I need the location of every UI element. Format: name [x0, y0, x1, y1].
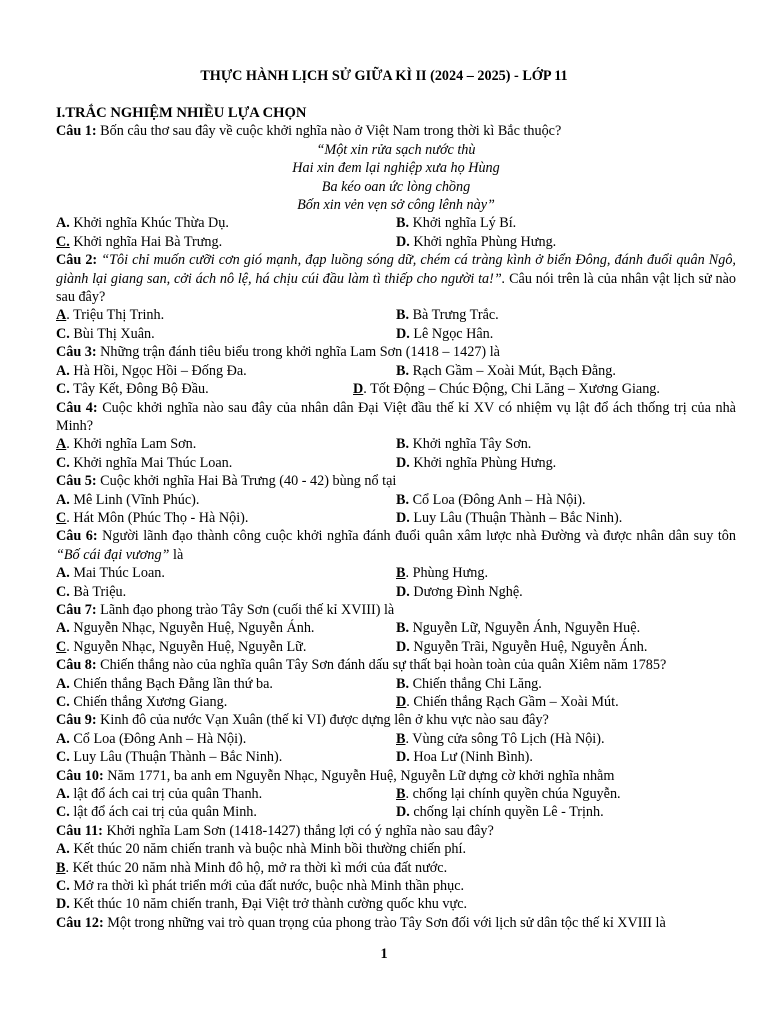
option-letter: D.	[396, 509, 410, 526]
option-d	[396, 803, 736, 821]
option-d	[396, 325, 736, 343]
option-letter: D.	[396, 804, 410, 821]
question-label: Câu 9:	[56, 712, 97, 729]
option-letter: A.	[56, 215, 70, 232]
option-letter: A.	[56, 620, 70, 637]
poem-line: Ba kéo oan ức lòng chồng	[321, 178, 471, 195]
option-b	[56, 859, 736, 877]
question-text: Người lãnh đạo thành công cuộc khởi nghĩa đánh đuổi quân xâm lược nhà Đường và được nhân dân suy tôn	[97, 528, 736, 545]
option-b	[396, 306, 736, 324]
question-6	[56, 527, 736, 564]
option-letter: A.	[56, 730, 70, 747]
option-letter: A	[56, 307, 67, 324]
option-d	[396, 693, 736, 711]
option-c	[56, 877, 736, 895]
option-b	[396, 785, 736, 803]
option-b	[396, 491, 736, 509]
option-letter: B.	[396, 675, 410, 692]
option-text: Chiến thắng Bạch Đằng lần thứ ba.	[69, 675, 273, 692]
question-text: Bốn câu thơ sau đây về cuộc khởi nghĩa nào ở Việt Nam trong thời kì Bắc thuộc?	[96, 123, 562, 140]
question-4	[56, 399, 736, 436]
document-title: THỰC HÀNH LỊCH SỬ GIỮA KÌ II (2024 – 2025) - LỚP 11	[200, 68, 568, 84]
option-text: Hoa Lư (Ninh Bình).	[409, 749, 533, 766]
option-text: Nguyễn Trãi, Nguyễn Huệ, Nguyễn Ánh.	[409, 638, 648, 655]
question-10	[56, 767, 736, 785]
option-a	[56, 564, 396, 582]
option-d	[396, 748, 736, 766]
option-c	[56, 509, 396, 527]
option-letter: C.	[56, 694, 70, 710]
option-text: Khởi nghĩa Phùng Hưng.	[409, 233, 557, 250]
option-text: Mở ra thời kì phát triển mới của đất nước, buộc nhà Minh thần phục.	[69, 878, 465, 895]
option-letter: B.	[396, 491, 410, 508]
options-row	[56, 785, 736, 803]
option-text: . Phùng Hưng.	[405, 565, 489, 582]
option-a	[56, 730, 396, 748]
option-letter: D.	[56, 896, 70, 913]
question-9	[56, 711, 736, 729]
option-d	[353, 380, 660, 398]
option-b	[396, 675, 736, 693]
option-letter: D.	[396, 454, 410, 471]
options-row	[56, 454, 736, 472]
option-text: Khởi nghĩa Khúc Thừa Dụ.	[69, 215, 229, 232]
option-text: Cổ Loa (Đông Anh – Hà Nội).	[69, 730, 247, 747]
option-letter: B	[56, 859, 66, 876]
question-12	[56, 914, 736, 932]
option-text: Bà Trưng Trắc.	[409, 307, 499, 324]
option-b	[396, 564, 736, 582]
question-quote: “Bố cái đại vương”	[56, 546, 170, 563]
option-letter: D.	[396, 638, 410, 655]
options-row	[56, 803, 736, 821]
options-row	[56, 730, 736, 748]
option-letter: A.	[56, 675, 70, 692]
poem-line: Hai xin đem lại nghiệp xưa họ Hùng	[292, 160, 500, 177]
question-label: Câu 1:	[56, 123, 97, 140]
option-text: . Hát Môn (Phúc Thọ - Hà Nội).	[66, 509, 249, 526]
option-letter: D	[396, 694, 407, 710]
options-row	[56, 435, 736, 453]
question-label: Câu 10:	[56, 767, 104, 784]
option-a	[56, 362, 396, 380]
option-b	[396, 214, 736, 232]
option-letter: C.	[56, 583, 70, 600]
option-text: Nguyễn Nhạc, Nguyễn Huệ, Nguyễn Ánh.	[69, 620, 315, 637]
option-d	[396, 454, 736, 472]
question-3	[56, 343, 736, 361]
option-letter: A.	[56, 841, 70, 858]
option-text: Kết thúc 20 năm chiến tranh và buộc nhà Minh bồi thường chiến phí.	[69, 841, 466, 858]
question-text: Câu nói trên là của nhân vật lịch sử nào sau đây?	[56, 270, 736, 306]
option-text: Khởi nghĩa Phùng Hưng.	[409, 454, 557, 471]
option-text: lật đổ ách cai trị của quân Thanh.	[69, 786, 263, 803]
option-a	[56, 619, 396, 637]
option-letter: A.	[56, 362, 70, 379]
option-letter: C.	[56, 878, 70, 895]
document-content	[56, 104, 736, 932]
question-label: Câu 7:	[56, 601, 97, 618]
options-row	[56, 380, 736, 398]
option-letter: B.	[396, 307, 410, 324]
option-b	[396, 730, 736, 748]
option-c	[56, 748, 396, 766]
option-c	[56, 803, 396, 821]
option-text: Lê Ngọc Hân.	[409, 325, 494, 342]
question-label: Câu 11:	[56, 822, 103, 839]
option-a	[56, 491, 396, 509]
option-text: Bùi Thị Xuân.	[69, 325, 155, 342]
option-c	[56, 233, 396, 251]
question-8	[56, 656, 736, 674]
option-letter: B.	[396, 362, 410, 379]
option-letter: D.	[396, 749, 410, 766]
options-row	[56, 619, 736, 637]
question-text: Kinh đô của nước Vạn Xuân (thế kỉ VI) được dựng lên ở khu vực nào sau đây?	[96, 712, 549, 729]
options-row	[56, 675, 736, 693]
option-text: Bà Triệu.	[69, 583, 127, 600]
options-row	[56, 564, 736, 582]
options-row	[56, 638, 736, 656]
question-text: Một trong những vai trò quan trọng của phong trào Tây Sơn đối với lịch sử dân tộc thế kỉ XVIII là	[103, 914, 666, 931]
option-letter: C.	[56, 804, 70, 821]
option-letter: B.	[396, 215, 410, 232]
question-text: Khởi nghĩa Lam Sơn (1418-1427) thắng lợi có ý nghĩa nào sau đây?	[102, 822, 494, 839]
option-text: Mai Thúc Loan.	[69, 565, 165, 582]
option-a	[56, 214, 396, 232]
options-row	[56, 748, 736, 766]
option-letter: A.	[56, 491, 70, 508]
option-text: Tây Kết, Đông Bộ Đầu.	[69, 381, 209, 398]
option-letter: D.	[396, 583, 410, 600]
question-label: Câu 5:	[56, 473, 97, 490]
option-letter: C	[56, 638, 67, 655]
option-d	[56, 895, 736, 913]
option-d	[396, 233, 736, 251]
question-1	[56, 122, 736, 140]
option-text: Mê Linh (Vĩnh Phúc).	[69, 491, 200, 508]
option-text: chống lại chính quyền Lê - Trịnh.	[409, 804, 604, 821]
option-c	[56, 325, 396, 343]
question-11	[56, 822, 736, 840]
question-label: Câu 6:	[56, 528, 98, 545]
options-row	[56, 583, 736, 601]
option-text: Nguyễn Lữ, Nguyễn Ánh, Nguyễn Huệ.	[409, 620, 641, 637]
option-text: Chiến thắng Chi Lăng.	[409, 675, 542, 692]
option-text: . Kết thúc 20 năm nhà Minh đô hộ, mở ra thời kì mới của đất nước.	[65, 859, 448, 876]
option-text: Chiến thắng Xương Giang.	[69, 694, 228, 710]
option-text: . Nguyễn Nhạc, Nguyễn Huệ, Nguyễn Lữ.	[66, 638, 307, 655]
option-d	[396, 583, 736, 601]
options-row	[56, 693, 736, 711]
options-row	[56, 325, 736, 343]
section-heading: I.TRẮC NGHIỆM NHIỀU LỰA CHỌN	[56, 105, 307, 121]
option-a	[56, 675, 396, 693]
option-letter: C.	[56, 325, 70, 342]
poem-line: Bốn xin vẻn vẹn sở công lênh này”	[297, 197, 495, 214]
option-letter: D.	[396, 233, 410, 250]
question-text: Chiến thắng nào của nghĩa quân Tây Sơn đánh dấu sự thất bại hoàn toàn của quân Xiêm năm 1785?	[96, 657, 667, 674]
question-text: Cuộc khởi nghĩa Hai Bà Trưng (40 - 42) bùng nổ tại	[96, 473, 397, 490]
question-quote: “Tôi chỉ muốn cưỡi cơn gió mạnh, đạp luồng sóng dữ, chém cá tràng kình ở biển Đông, đánh đuổi quân Ngô, giành lại giang san, cởi ách nô lệ, há chịu cúi đầu làm tì thiếp cho người ta!”.	[56, 252, 736, 287]
option-c	[56, 454, 396, 472]
option-text: Khởi nghĩa Lý Bí.	[409, 215, 517, 232]
question-2	[56, 251, 736, 306]
option-text: Cổ Loa (Đông Anh – Hà Nội).	[409, 491, 586, 508]
option-letter: C	[56, 509, 67, 526]
question-text: Những trận đánh tiêu biểu trong khởi nghĩa Lam Sơn (1418 – 1427) là	[96, 344, 500, 361]
option-letter: C.	[56, 454, 70, 471]
option-c	[56, 583, 396, 601]
option-a	[56, 840, 736, 858]
option-c	[56, 693, 396, 711]
options-row	[56, 306, 736, 324]
option-text: . Khởi nghĩa Lam Sơn.	[66, 436, 197, 453]
option-text: Kết thúc 10 năm chiến tranh, Đại Việt trở thành cường quốc khu vực.	[69, 896, 468, 913]
question-text-end: là	[169, 546, 184, 563]
option-text: . chống lại chính quyền chúa Nguyễn.	[405, 786, 621, 803]
page-number: 1	[380, 946, 388, 962]
option-letter: A.	[56, 565, 70, 582]
option-letter: D.	[396, 325, 410, 342]
question-label: Câu 12:	[56, 914, 104, 931]
question-text: Năm 1771, ba anh em Nguyễn Nhạc, Nguyễn Huệ, Nguyễn Lữ dựng cờ khởi nghĩa nhằm	[103, 767, 615, 784]
option-text: . Tốt Động – Chúc Động, Chi Lăng – Xương Giang.	[363, 381, 660, 398]
option-letter: C.	[56, 233, 70, 250]
question-text: Lãnh đạo phong trào Tây Sơn (cuối thế kỉ XVIII) là	[96, 601, 395, 618]
option-text: . Vùng cửa sông Tô Lịch (Hà Nội).	[405, 730, 605, 747]
poem-line: “Một xin rửa sạch nước thù	[316, 141, 476, 158]
option-letter: A	[56, 436, 67, 453]
option-text: Dương Đình Nghệ.	[409, 583, 523, 600]
option-c	[56, 638, 396, 656]
option-b	[396, 619, 736, 637]
option-a	[56, 785, 396, 803]
option-a	[56, 435, 396, 453]
option-text: . Triệu Thị Trinh.	[66, 307, 165, 324]
option-text: lật đổ ách cai trị của quân Minh.	[69, 804, 257, 821]
options-row	[56, 362, 736, 380]
option-b	[396, 435, 736, 453]
options-row	[56, 491, 736, 509]
question-7	[56, 601, 736, 619]
option-text: Khởi nghĩa Hai Bà Trưng.	[69, 233, 223, 250]
option-text: Hà Hồi, Ngọc Hồi – Đống Đa.	[69, 362, 247, 379]
option-d	[396, 509, 736, 527]
option-letter: C.	[56, 381, 70, 398]
option-text: . Chiến thắng Rạch Gầm – Xoài Mút.	[406, 694, 619, 710]
option-text: Rạch Gầm – Xoài Mút, Bạch Đằng.	[409, 362, 616, 379]
option-letter: B.	[396, 436, 410, 453]
options-row	[56, 214, 736, 232]
option-letter: B	[396, 565, 406, 582]
option-letter: A.	[56, 786, 70, 803]
question-5	[56, 472, 736, 490]
options-row	[56, 233, 736, 251]
option-letter: B	[396, 786, 406, 803]
option-c	[56, 380, 353, 398]
question-label: Câu 8:	[56, 657, 97, 674]
question-label: Câu 4:	[56, 399, 98, 416]
option-d	[396, 638, 736, 656]
question-label: Câu 3:	[56, 344, 97, 361]
options-row	[56, 509, 736, 527]
option-text: Luy Lâu (Thuận Thành – Bắc Ninh).	[409, 509, 623, 526]
option-letter: B	[396, 730, 406, 747]
option-letter: D	[353, 381, 364, 398]
question-label: Câu 2:	[56, 252, 98, 269]
option-b	[396, 362, 736, 380]
option-letter: C.	[56, 749, 70, 766]
question-text: Cuộc khởi nghĩa nào sau đây của nhân dân Đại Việt đầu thế kỉ XV có nhiệm vụ lật đổ ách thống trị của nhà Minh?	[56, 399, 736, 434]
option-text: Luy Lâu (Thuận Thành – Bắc Ninh).	[69, 749, 283, 766]
option-text: Khởi nghĩa Mai Thúc Loan.	[69, 454, 233, 471]
option-text: Khởi nghĩa Tây Sơn.	[409, 436, 532, 453]
option-a	[56, 306, 396, 324]
option-letter: B.	[396, 620, 410, 637]
